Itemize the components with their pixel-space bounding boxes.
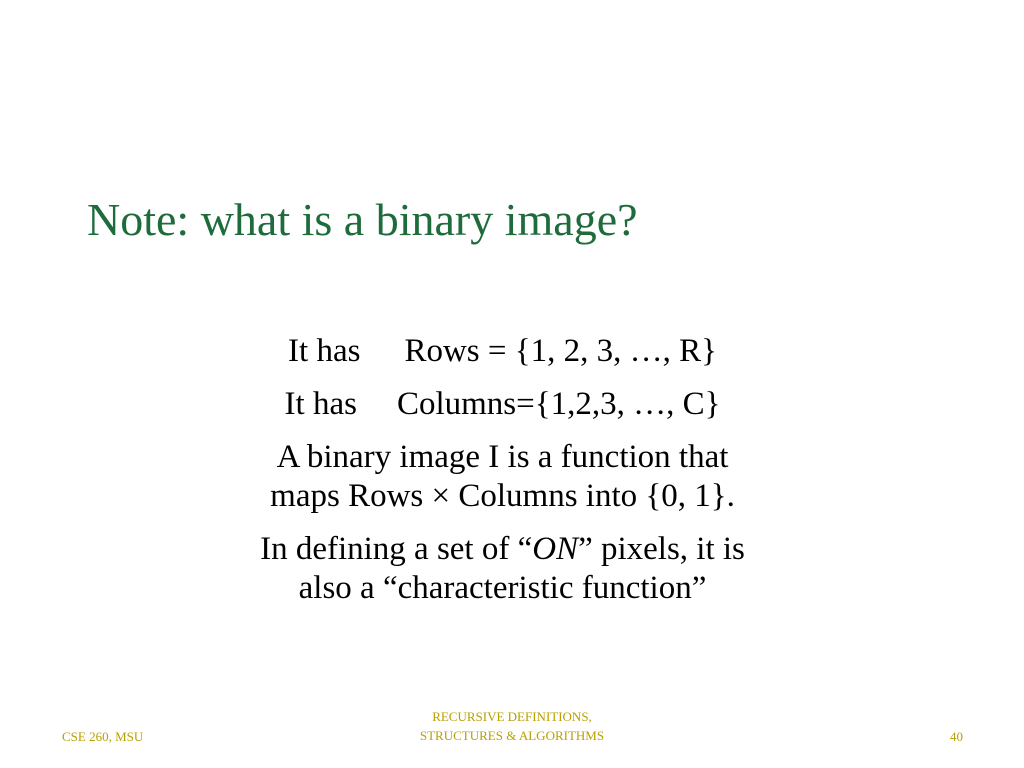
function-line-1: A binary image I is a function that xyxy=(276,438,729,475)
columns-definition xyxy=(150,385,855,424)
slide-title: Note: what is a binary image? xyxy=(87,194,638,245)
rows-prefix: It has xyxy=(288,333,361,369)
columns-prefix: It has xyxy=(284,385,357,422)
page-number: 40 xyxy=(950,729,963,744)
footer-topic-line-1: RECURSIVE DEFINITIONS, xyxy=(432,709,592,724)
characteristic-line-1-before: In defining a set of “ xyxy=(260,530,533,567)
footer-topic xyxy=(362,708,662,746)
on-term: ON xyxy=(532,530,579,567)
footer-course: CSE 260, MSU xyxy=(62,729,144,744)
columns-set: Columns={1,2,3, …, C} xyxy=(396,385,721,422)
rows-definition xyxy=(150,332,855,371)
footer-topic-line-2: STRUCTURES & ALGORITHMS xyxy=(419,727,605,743)
characteristic-line-2: also a “characteristic function” xyxy=(298,569,707,606)
characteristic-function-note xyxy=(150,530,855,608)
rows-set: Rows = {1, 2, 3, …, R} xyxy=(404,333,717,369)
characteristic-line-1 xyxy=(150,530,855,569)
characteristic-line-1-after: ” pixels, it is xyxy=(578,530,745,567)
function-definition xyxy=(150,438,855,516)
slide-body xyxy=(150,332,855,622)
function-line-2: maps Rows × Columns into {0, 1}. xyxy=(270,477,735,514)
